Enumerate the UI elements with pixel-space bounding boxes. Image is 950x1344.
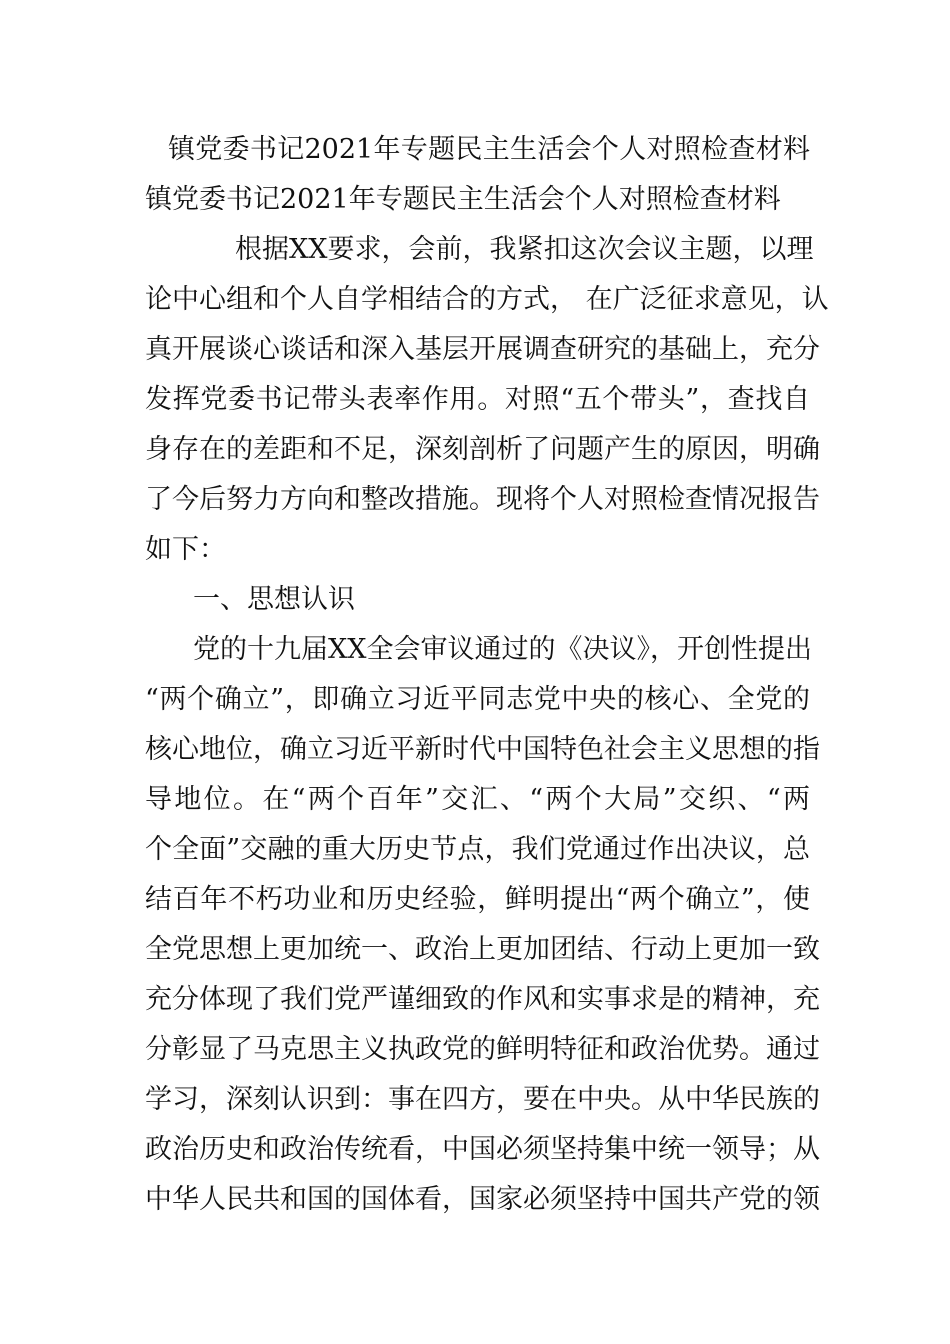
- section-line: 全党思想上更加统一、政治上更加团结、行动上更加一致: [145, 934, 820, 965]
- section-line: 导地位。在“两个百年”交汇、“两个大局”交织、“两: [145, 784, 810, 815]
- section-line: 分彰显了马克思主义执政党的鲜明特征和政治优势。通过: [145, 1034, 820, 1065]
- intro-line: 论中心组和个人自学相结合的方式， 在广泛征求意见，认: [145, 284, 829, 315]
- intro-line: 发挥党委书记带头表率作用。对照“五个带头”，查找自: [145, 384, 810, 415]
- section-line: 学习，深刻认识到：事在四方，要在中央。从中华民族的: [145, 1084, 820, 1115]
- document-title: 镇党委书记2021年专题民主生活会个人对照检查材料: [168, 134, 810, 165]
- section-line: 党的十九届XX全会审议通过的《决议》，开创性提出: [193, 634, 812, 665]
- document-subtitle: 镇党委书记2021年专题民主生活会个人对照检查材料: [145, 184, 781, 215]
- section-line: 中华人民共和国的国体看，国家必须坚持中国共产党的领: [145, 1184, 820, 1215]
- section-line: 政治历史和政治传统看，中国必须坚持集中统一领导；从: [145, 1134, 820, 1165]
- section-line: 个全面”交融的重大历史节点，我们党通过作出决议，总: [145, 834, 810, 865]
- intro-line: 身存在的差距和不足，深刻剖析了问题产生的原因，明确: [145, 434, 820, 465]
- section-line: 结百年不朽功业和历史经验，鲜明提出“两个确立”，使: [145, 884, 810, 915]
- intro-line: 真开展谈心谈话和深入基层开展调查研究的基础上，充分: [145, 334, 820, 365]
- intro-line: 了今后努力方向和整改措施。现将个人对照检查情况报告: [145, 484, 820, 515]
- intro-line: 如下：: [145, 534, 226, 565]
- section-line: “两个确立”，即确立习近平同志党中央的核心、全党的: [145, 684, 810, 715]
- section-line: 充分体现了我们党严谨细致的作风和实事求是的精神，充: [145, 984, 820, 1015]
- intro-line: 根据XX要求，会前，我紧扣这次会议主题，以理: [235, 234, 814, 265]
- section-heading: 一、思想认识: [193, 584, 355, 615]
- section-line: 核心地位，确立习近平新时代中国特色社会主义思想的指: [145, 734, 820, 765]
